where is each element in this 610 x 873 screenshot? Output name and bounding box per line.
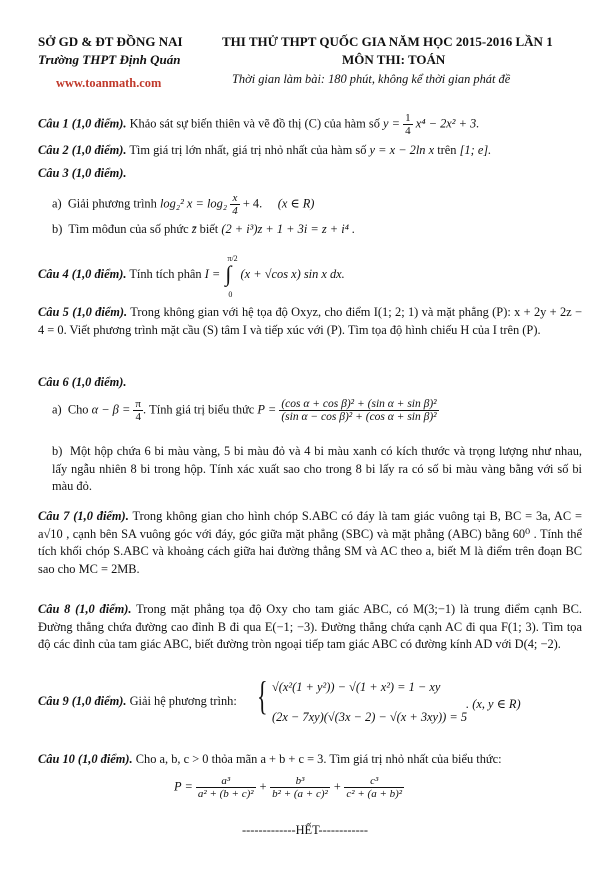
question-4-text: Tính tích phân [129,267,202,281]
fraction-numerator: x [230,192,240,205]
question-1-text: Khảo sát sự biến thiên và vẽ đồ thị (C) của hàm số [129,116,380,131]
subject-title: MÔN THI: TOÁN [342,52,446,67]
question-8-text: Trong mặt phẳng tọa độ Oxy cho tam giác ABC, có M(3;−1) là trung điểm cạnh BC. Đường thẳng chứa đường cao đỉnh B đi qua E(−1; −3). Đường thẳng chứa cạnh AC đi qua F(1; 3). Tìm tọa độ các đỉnh của tam giác ABC, biết đường tròn ngoại tiếp tam giác ABC có đường kính AD với D(4; −2). [38,602,583,651]
question-2-tail: trên [437,143,457,157]
question-3b-text: Tìm môđun của số phức [68,222,189,236]
question-6b-text: Một hộp chứa 6 bi màu vàng, 5 bi màu đỏ và 4 bi màu xanh có kích thước và trọng lượng như nhau, lấy ngẫu nhiên 8 bi trong hộp. Tính xác xuất sao cho trong 8 bi lấy ra có số bi màu vàng bằng với số bi màu đỏ. [52,444,583,493]
question-5-label: Câu 5 (1,0 điểm). [38,305,128,319]
term-3-numerator: c³ [344,775,404,788]
question-6b [52,443,582,496]
question-6a-P: P = [257,402,277,417]
term-3-denominator: c² + (a + b)² [346,788,403,800]
question-10-expression [174,775,404,800]
integral-symbol-icon: ∫ [225,261,232,287]
question-6-label-text: Câu 6 (1,0 điểm). [38,375,127,389]
expression-denominator: (sin α − cos β)² + (cos α + sin β)² [281,411,437,423]
question-6a [52,398,439,423]
question-6a-fraction [133,398,143,423]
question-2-formula: y = x − 2ln x [369,143,435,157]
question-1-fraction [403,112,413,137]
fraction-denominator: 4 [232,205,238,217]
question-6a-formula: α − β = [91,402,131,417]
question-3b-mid: biết [199,222,219,236]
fraction-numerator: 1 [405,112,411,124]
question-7-label: Câu 7 (1,0 điểm). [38,509,129,523]
question-3-label [38,165,126,181]
plus-sign: + [332,779,342,794]
exam-title: THI THỬ THPT QUỐC GIA NĂM HỌC 2015-2016 LẦN 1 [222,34,553,49]
term-1-numerator: a³ [196,775,256,788]
term-2-denominator: b² + (a + c)² [272,788,328,800]
question-4-formula-prefix: I = [204,267,221,281]
integral-lower-bound: 0 [228,290,233,300]
integral-upper-bound: π/2 [227,254,238,264]
expression-numerator: (cos α + cos β)² + (sin α + sin β)² [281,398,437,410]
question-9-label: Câu 9 (1,0 điểm). [38,694,127,708]
question-3a-label: a) [52,196,62,211]
question-2 [38,142,491,158]
watermark-link[interactable]: www.toanmath.com [56,76,162,90]
question-9-equation-1: √(x²(1 + y²)) − √(1 + x²) = 1 − xy [272,680,441,694]
question-6a-text-2: . Tính giá trị biểu thức [142,402,255,417]
question-3a [52,192,314,217]
question-1-formula-prefix: y = [383,116,400,131]
question-8 [38,601,582,654]
term-2-numerator: b³ [270,775,330,788]
term-1-denominator: a² + (b + c)² [197,788,254,800]
system-brace-icon: { [257,673,268,718]
question-10 [38,751,502,767]
term-2 [270,775,330,800]
fraction-numerator: π [135,398,141,410]
question-7-text: Trong không gian cho hình chóp S.ABC có đáy là tam giác vuông tại B, BC = 3a, AC = a√10 , cạnh bên SA vuông góc với đáy, góc giữa mặt phẳng (SBC) và mặt phẳng (ABC) bằng 60⁰ . Tính thể tích khối chóp S.ABC và khoảng cách giữa hai đường thẳng SM và AC theo a, biết M là điểm trên đoạn BC sao cho MC = 2MB. [38,509,583,576]
question-4 [38,254,345,300]
question-1 [38,112,479,137]
question-8-label: Câu 8 (1,0 điểm). [38,602,132,616]
question-2-interval: [1; e]. [459,143,492,157]
question-10-P: P = [174,779,193,794]
question-3a-formula-2: + 4. [242,196,263,211]
term-3 [344,775,404,800]
question-3b-formula: (2 + i³)z + 1 + 3i = z + i⁴ . [221,222,356,236]
question-4-label: Câu 4 (1,0 điểm). [38,267,127,281]
question-5-text: Trong không gian với hệ tọa độ Oxyz, cho điểm I(1; 2; 1) và mặt phẳng (P): x + 2y + 2z − 4 = 0. Viết phương trình mặt cầu (S) tâm I và tiếp xúc với (P). Tìm tọa độ hình chiếu H của I trên (P). [38,305,583,337]
question-3b-variable: z̄ [191,222,197,236]
question-6a-label: a) [52,402,62,417]
fraction-denominator: 4 [405,125,411,137]
question-7 [38,508,582,578]
question-9-condition: . (x, y ∈ R) [466,697,521,711]
question-5 [38,304,582,339]
fraction-denominator: 4 [135,411,141,423]
question-2-text: Tìm giá trị lớn nhất, giá trị nhỏ nhất của hàm số [129,143,367,157]
department-name: SỞ GD & ĐT ĐỒNG NAI [38,34,183,49]
question-6b-label: b) [52,444,63,458]
question-3b [52,222,355,237]
question-3b-label: b) [52,222,63,236]
school-name: Trường THPT Định Quán [38,52,181,67]
question-9-intro [38,694,237,709]
question-3a-text: Giải phương trình [67,196,157,211]
integral-sign [223,254,238,300]
time-note: Thời gian làm bài: 180 phút, không kể thời gian phát đề [232,72,511,86]
end-marker: -------------HẾT------------ [241,823,369,837]
question-3a-fraction [230,192,240,217]
question-3a-condition: (x ∈ R) [277,196,315,211]
question-10-label: Câu 10 (1,0 điểm). [38,752,133,766]
question-3-label-text: Câu 3 (1,0 điểm). [38,166,127,180]
question-10-text: Cho a, b, c > 0 thỏa mãn a + b + c = 3. Tìm giá trị nhỏ nhất của biểu thức: [135,752,502,766]
term-1 [196,775,256,800]
question-9-text: Giải hệ phương trình: [129,694,237,708]
question-6a-expression [279,398,438,423]
question-9-equation-2: (2x − 7xy)(√(3x − 2) − √(x + 3xy)) = 5 [272,710,468,724]
question-4-formula: (x + √cos x) sin x dx. [240,267,345,281]
question-2-label: Câu 2 (1,0 điểm). [38,143,127,157]
plus-sign: + [258,779,268,794]
question-1-formula-rest: x⁴ − 2x² + 3. [415,116,480,131]
question-6a-text-1: Cho [67,402,89,417]
question-1-label: Câu 1 (1,0 điểm). [38,116,127,131]
question-3a-formula-1: log₂² x = log₂ [159,196,228,211]
question-6-label [38,374,126,390]
